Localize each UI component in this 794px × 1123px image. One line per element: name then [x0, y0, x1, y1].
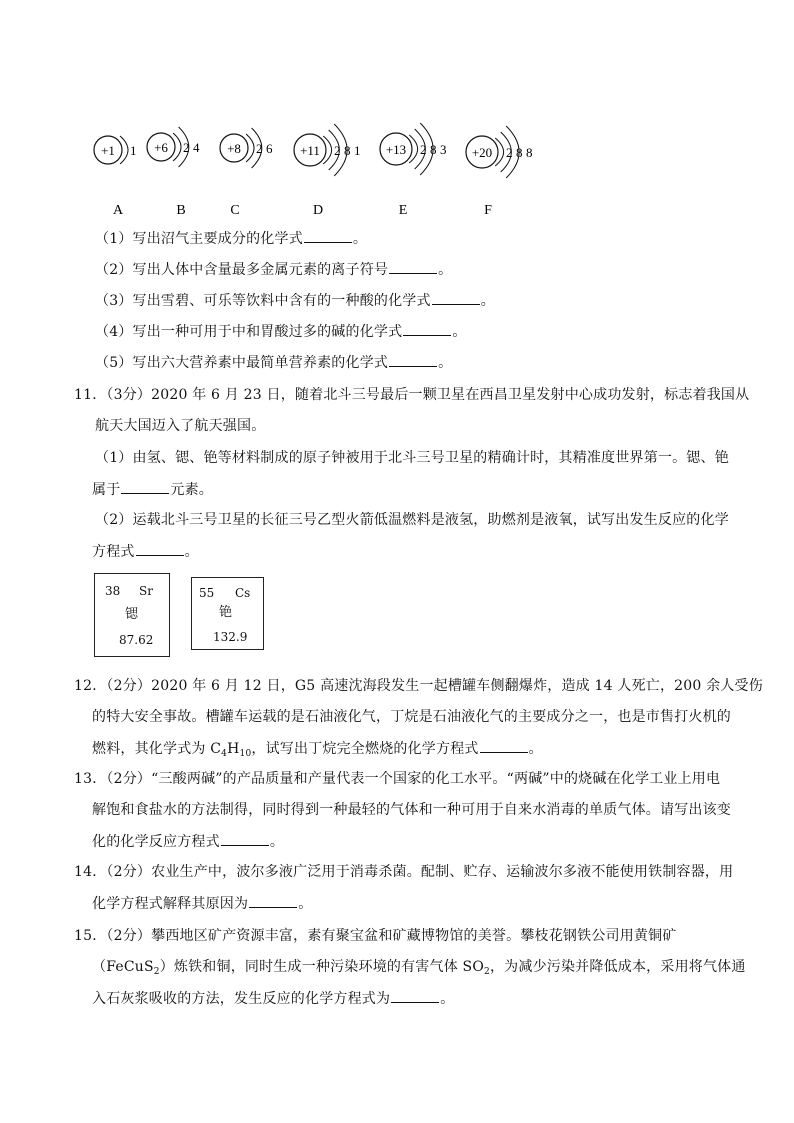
atomic-number: 55	[199, 586, 215, 600]
answer-blank[interactable]	[403, 321, 451, 336]
q10-item-2: （2）写出人体中含量最多金属元素的离子符号 。	[95, 259, 452, 280]
q10-item-3-text: （3）写出雪碧、可乐等饮料中含有的一种酸的化学式	[95, 293, 431, 309]
atom-diagram-c	[220, 128, 273, 218]
electron-shell-arc	[323, 136, 331, 164]
electron-shell-arc	[409, 135, 417, 163]
atom-label: E	[398, 203, 408, 218]
nucleus-charge: +6	[154, 140, 168, 155]
atom-diagram-d	[294, 124, 361, 218]
element-symbol: Sr	[139, 584, 153, 598]
electron-shell-arc	[495, 138, 503, 166]
answer-blank[interactable]	[391, 988, 439, 1003]
answer-blank[interactable]	[389, 259, 437, 274]
answer-blank[interactable]	[221, 831, 269, 846]
q10-item-2-text: （2）写出人体中含量最多金属元素的离子符号	[95, 262, 389, 278]
atomic-mass: 87.62	[119, 633, 154, 647]
element-card-cesium	[191, 577, 264, 650]
q12-line-2: 的特大安全事故。槽罐车运载的是石油液化气，丁烷是石油液化气的主要成分之一，也是市售打火机的	[92, 709, 731, 725]
q10-item-5-text: （5）写出六大营养素中最简单营养素的化学式	[95, 355, 389, 371]
electron-count: 8	[344, 143, 351, 158]
atomic-number: 38	[105, 584, 121, 598]
q13-line-3: 化的化学反应方程式 。	[92, 831, 284, 852]
q15-line-2: （FeCuS$_2$）炼铁和铜，同时生成一种污染环境的有害气体 $SO_2$，为减少污染并降低成本，采用将气体通	[92, 959, 746, 977]
answer-blank[interactable]	[249, 893, 297, 908]
answer-blank[interactable]	[121, 479, 169, 494]
q10-item-4-text: （4）写出一种可用于中和胃酸过多的碱的化学式	[95, 324, 403, 340]
q10-item-4: （4）写出一种可用于中和胃酸过多的碱的化学式 。	[95, 321, 467, 342]
atom-diagram-e	[380, 123, 447, 218]
element-name: 铯	[219, 605, 233, 620]
atom-label: D	[312, 203, 324, 218]
q10-item-3: （3）写出雪碧、可乐等饮料中含有的一种酸的化学式 。	[95, 290, 495, 311]
electron-count: 8	[526, 145, 533, 160]
element-name: 锶	[125, 607, 139, 622]
element-symbol: Cs	[235, 586, 251, 600]
q13-line-1: 13．（2分）“三酸两碱”的产品质量和产量代表一个国家的化工水平。“两碱”中的烧碱在化学工业上用电	[74, 771, 721, 787]
q13-line-2: 解饱和食盐水的方法制得，同时得到一种最轻的气体和一种可用于自来水消毒的单质气体。请写出该变	[92, 802, 731, 818]
electron-shell-arc	[246, 134, 254, 162]
electron-count: 3	[440, 142, 447, 157]
electron-count: 1	[354, 143, 361, 158]
answer-blank[interactable]	[389, 352, 437, 367]
electron-count: 2	[420, 142, 427, 157]
answer-blank[interactable]	[432, 290, 480, 305]
answer-blank[interactable]	[480, 738, 528, 753]
atom-diagram-b	[147, 127, 200, 218]
q11-line-2: 航天大国迈入了航天强国。	[95, 418, 266, 434]
nucleus-charge: +13	[385, 142, 407, 157]
electron-count: 1	[130, 143, 137, 158]
q14-line-1: 14．（2分）农业生产中，波尔多液广泛用于消毒杀菌。配制、贮存、运输波尔多液不能使用铁制容器，用	[74, 864, 734, 880]
atom-label: A	[112, 203, 124, 218]
q14-line-2: 化学方程式解释其原因为 。	[92, 893, 312, 914]
q11-line-6: 方程式 。	[92, 541, 199, 562]
nucleus-charge: +20	[471, 145, 493, 160]
electron-count: 2	[256, 141, 263, 156]
q10-item-5: （5）写出六大营养素中最简单营养素的化学式 。	[95, 352, 452, 373]
q11-line-5: （2）运载北斗三号卫星的长征三号乙型火箭低温燃料是液氢，助燃剂是液氧，试写出发生反应的化学	[95, 512, 729, 528]
electron-count: 6	[266, 141, 273, 156]
atom-diagram-f	[466, 126, 533, 218]
electron-count: 2	[506, 145, 513, 160]
electron-shell-arc	[173, 133, 181, 161]
answer-blank[interactable]	[304, 228, 352, 243]
atom-diagram-a	[94, 136, 137, 218]
q12-line-1: 12．（2分）2020 年 6 月 12 日，G5 高速沈海段发生一起槽罐车侧翻爆炸，造成 14 人死亡，200 余人受伤	[74, 678, 763, 694]
answer-blank[interactable]	[136, 541, 184, 556]
nucleus-charge: +8	[227, 141, 241, 156]
electron-count: 2	[334, 143, 341, 158]
electron-count: 8	[516, 145, 523, 160]
electron-count: 8	[430, 142, 437, 157]
electron-count: 2	[183, 140, 190, 155]
atom-label: F	[484, 203, 492, 218]
q11-line-4: 属于 元素。	[92, 479, 213, 500]
atom-structure-diagrams	[80, 92, 640, 222]
atom-label: C	[230, 203, 240, 218]
nucleus-charge: +11	[300, 143, 320, 158]
q10-item-1-text: （1）写出沼气主要成分的化学式	[95, 231, 303, 247]
electron-shell-arc	[120, 136, 128, 164]
atomic-mass: 132.9	[213, 630, 248, 644]
electron-count: 4	[193, 140, 200, 155]
nucleus-charge: +1	[101, 143, 115, 158]
q11-line-1: 11．（3分）2020 年 6 月 23 日，随着北斗三号最后一颗卫星在西昌卫星发射中心成功发射，标志着我国从	[74, 387, 750, 403]
q12-line-3: 燃料，其化学式为 $C_4H_{10}$，试写出丁烷完全燃烧的化学方程式 。	[92, 738, 543, 764]
q15-line-1: 15．（2分）攀西地区矿产资源丰富，素有聚宝盆和矿藏博物馆的美誉。攀枝花钢铁公司用黄铜矿	[74, 928, 677, 944]
q11-line-3: （1）由氢、锶、铯等材料制成的原子钟被用于北斗三号卫星的精确计时，其精准度世界第一。锶、铯	[95, 450, 729, 466]
q15-line-3: 入石灰浆吸收的方法，发生反应的化学方程式为 。	[92, 988, 454, 1009]
q10-item-1: （1）写出沼气主要成分的化学式 。	[95, 228, 367, 249]
element-card-strontium	[94, 573, 170, 657]
atom-label: B	[176, 203, 186, 218]
